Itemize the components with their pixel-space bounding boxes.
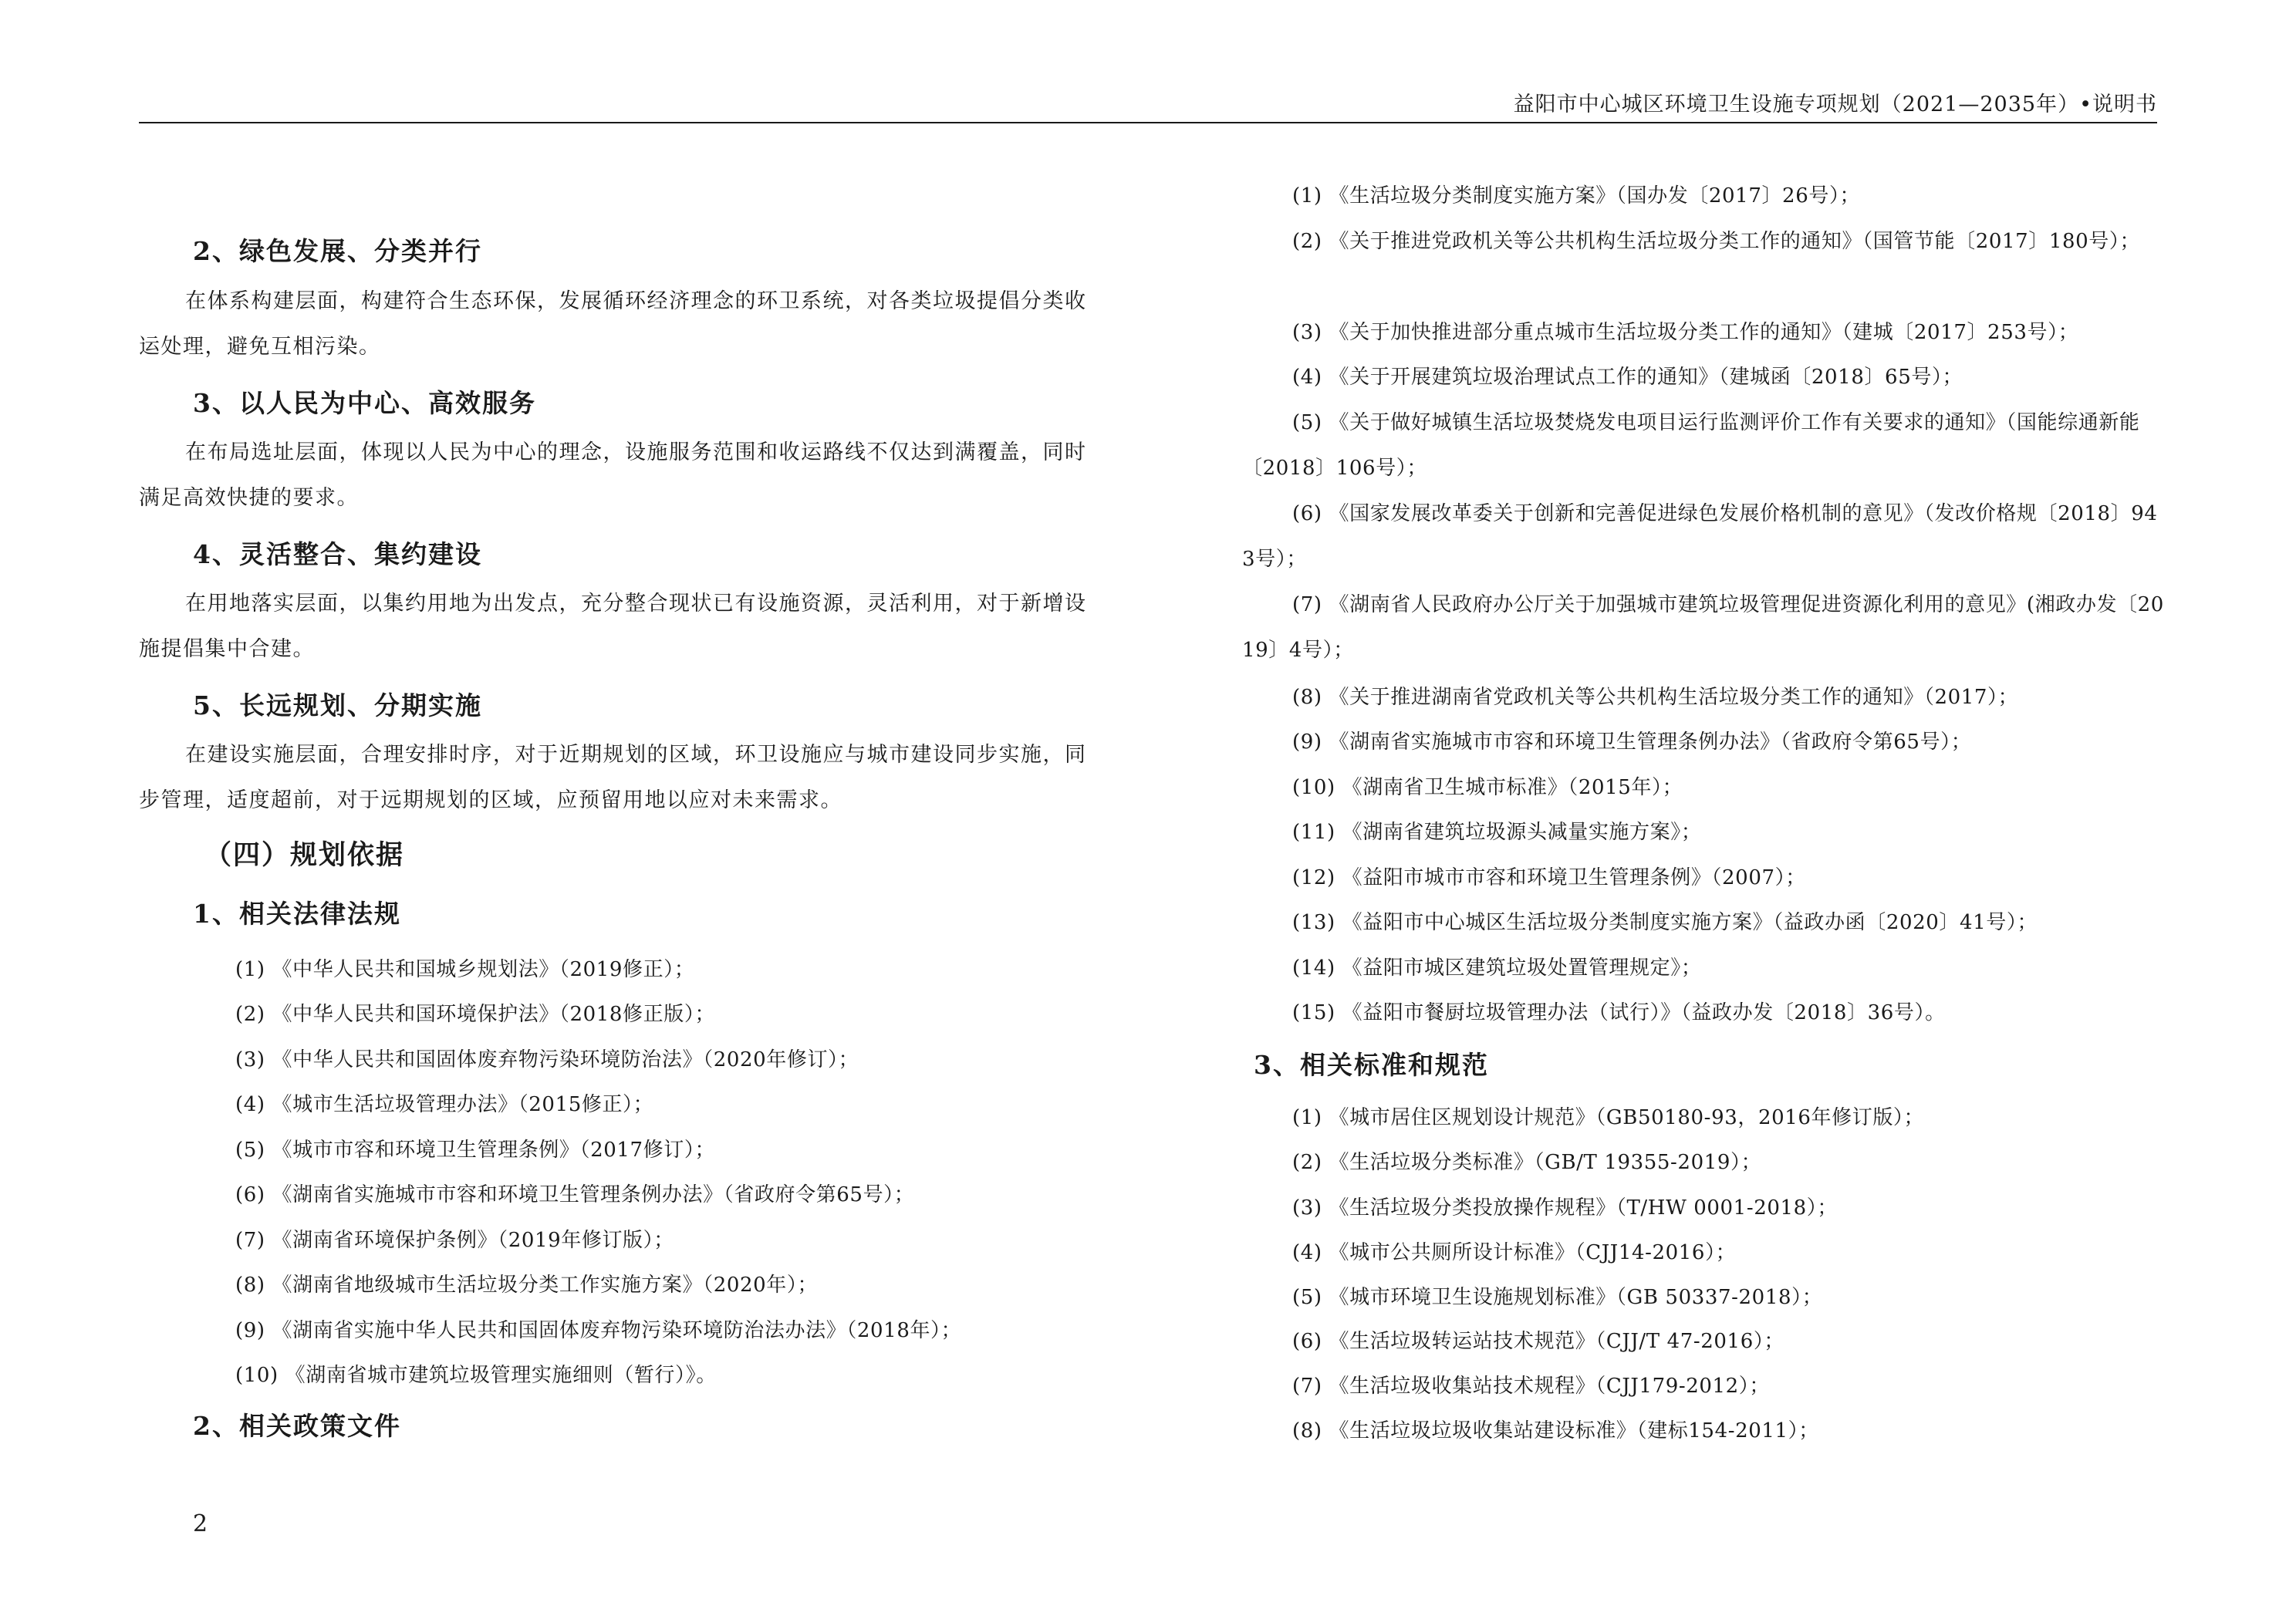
section-heading-longterm: 5、长远规划、分期实施 <box>193 690 482 720</box>
standard-item: (1) 《城市居住区规划设计规范》（GB50180-93，2016年修订版）； <box>1292 1106 1925 1129</box>
policy-item: (7) 《湖南省人民政府办公厅关于加强城市建筑垃圾管理促进资源化利用的意见》(湘政办发〔2019〕4号）； <box>1242 593 2164 662</box>
paragraph-longterm: 在建设实施层面，合理安排时序，对于近期规划的区域，环卫设施应与城市建设同步实施，同步管理，适度超前，对于远期规划的区域，应预留用地以应对未来需求。 <box>139 743 1087 812</box>
policy-item: (13) 《益阳市中心城区生活垃圾分类制度实施方案》（益政办函〔2020〕41号）； <box>1292 911 2038 934</box>
page-number: 2 <box>193 1510 208 1537</box>
policy-item: (9) 《湖南省实施城市市容和环境卫生管理条例办法》（省政府令第65号）； <box>1292 731 1972 754</box>
section-heading-laws: 1、相关法律法规 <box>193 899 401 929</box>
section-heading-standards: 3、相关标准和规范 <box>1254 1050 1489 1080</box>
standard-item: (7) 《生活垃圾收集站技术规程》（CJJ179-2012）； <box>1292 1375 1771 1398</box>
paragraph-flexible: 在用地落实层面，以集约用地为出发点，充分整合现状已有设施资源，灵活利用，对于新增设施提倡集中合建。 <box>139 592 1087 661</box>
paragraph-green: 在体系构建层面，构建符合生态环保，发展循环经济理念的环卫系统，对各类垃圾提倡分类收运处理，避免互相污染。 <box>139 289 1087 359</box>
policy-item: (5) 《关于做好城镇生活垃圾焚烧发电项目运行监测评价工作有关要求的通知》（国能综通新能〔2018〕106号）； <box>1242 411 2140 480</box>
section-heading-people: 3、以人民为中心、高效服务 <box>193 388 536 418</box>
standard-item: (2) 《生活垃圾分类标准》（GB/T 19355-2019）； <box>1292 1151 1762 1174</box>
law-item: (6) 《湖南省实施城市市容和环境卫生管理条例办法》（省政府令第65号）； <box>235 1183 915 1206</box>
law-item: (8) 《湖南省地级城市生活垃圾分类工作实施方案》（2020年）； <box>235 1274 819 1297</box>
policy-item: (6) 《国家发展改革委关于创新和完善促进绿色发展价格机制的意见》（发改价格规〔2018〕943号）； <box>1242 502 2158 571</box>
policy-item: (14) 《益阳市城区建筑垃圾处置管理规定》； <box>1292 957 1702 980</box>
law-item: (9) 《湖南省实施中华人民共和国固体废弃物污染环境防治法办法》（2018年）； <box>235 1319 962 1342</box>
paragraph-people: 在布局选址层面，体现以人民为中心的理念，设施服务范围和收运路线不仅达到满覆盖，同时满足高效快捷的要求。 <box>139 440 1087 510</box>
section-heading-planning-basis: （四）规划依据 <box>204 839 405 871</box>
section-heading-flexible: 4、灵活整合、集约建设 <box>193 539 482 569</box>
policy-item: (12) 《益阳市城市市容和环境卫生管理条例》（2007）； <box>1292 866 1806 889</box>
standard-item: (3) 《生活垃圾分类投放操作规程》（T/HW 0001-2018）； <box>1292 1196 1838 1220</box>
policy-item: (3) 《关于加快推进部分重点城市生活垃圾分类工作的通知》（建城〔2017〕253号）； <box>1292 321 2079 344</box>
policy-item: (2) 《关于推进党政机关等公共机构生活垃圾分类工作的通知》（国管节能〔2017〕180号）； <box>1292 230 2141 253</box>
standard-item: (4) 《城市公共厕所设计标准》（CJJ14-2016）； <box>1292 1241 1737 1264</box>
standard-item: (8) 《生活垃圾垃圾收集站建设标准》（建标154-2011）； <box>1292 1419 1819 1442</box>
standard-item: (5) 《城市环境卫生设施规划标准》（GB 50337-2018）； <box>1292 1286 1823 1309</box>
section-heading-policy: 2、相关政策文件 <box>193 1411 401 1441</box>
standard-item: (6) 《生活垃圾转运站技术规范》（CJJ/T 47-2016）； <box>1292 1330 1785 1353</box>
policy-item: (4) 《关于开展建筑垃圾治理试点工作的通知》（建城函〔2018〕65号）； <box>1292 366 1963 389</box>
law-item: (2) 《中华人民共和国环境保护法》（2018修正版）； <box>235 1003 716 1026</box>
law-item: (1) 《中华人民共和国城乡规划法》（2019修正）； <box>235 958 695 981</box>
running-header: 益阳市中心城区环境卫生设施专项规划（2021—2035年）•说明书 <box>1513 93 2157 116</box>
policy-item: (11) 《湖南省建筑垃圾源头减量实施方案》； <box>1292 821 1702 844</box>
section-heading-green: 2、绿色发展、分类并行 <box>193 236 482 266</box>
law-item: (4) 《城市生活垃圾管理办法》（2015修正）； <box>235 1093 654 1116</box>
law-item: (7) 《湖南省环境保护条例》（2019年修订版）； <box>235 1229 674 1252</box>
policy-item: (8) 《关于推进湖南省党政机关等公共机构生活垃圾分类工作的通知》（2017）； <box>1292 686 2019 709</box>
policy-item: (15) 《益阳市餐厨垃圾管理办法（试行）》（益政办发〔2018〕36号）。 <box>1292 1001 1946 1024</box>
law-item: (3) 《中华人民共和国固体废弃物污染环境防治法》（2020年修订）； <box>235 1048 859 1071</box>
law-item: (10) 《湖南省城市建筑垃圾管理实施细则（暂行）》。 <box>235 1364 717 1387</box>
law-item: (5) 《城市市容和环境卫生管理条例》（2017修订）； <box>235 1139 716 1162</box>
policy-item: (10) 《湖南省卫生城市标准》（2015年）； <box>1292 776 1683 799</box>
header-rule <box>139 122 2157 123</box>
policy-item: (1) 《生活垃圾分类制度实施方案》（国办发〔2017〕26号）； <box>1292 184 1861 208</box>
